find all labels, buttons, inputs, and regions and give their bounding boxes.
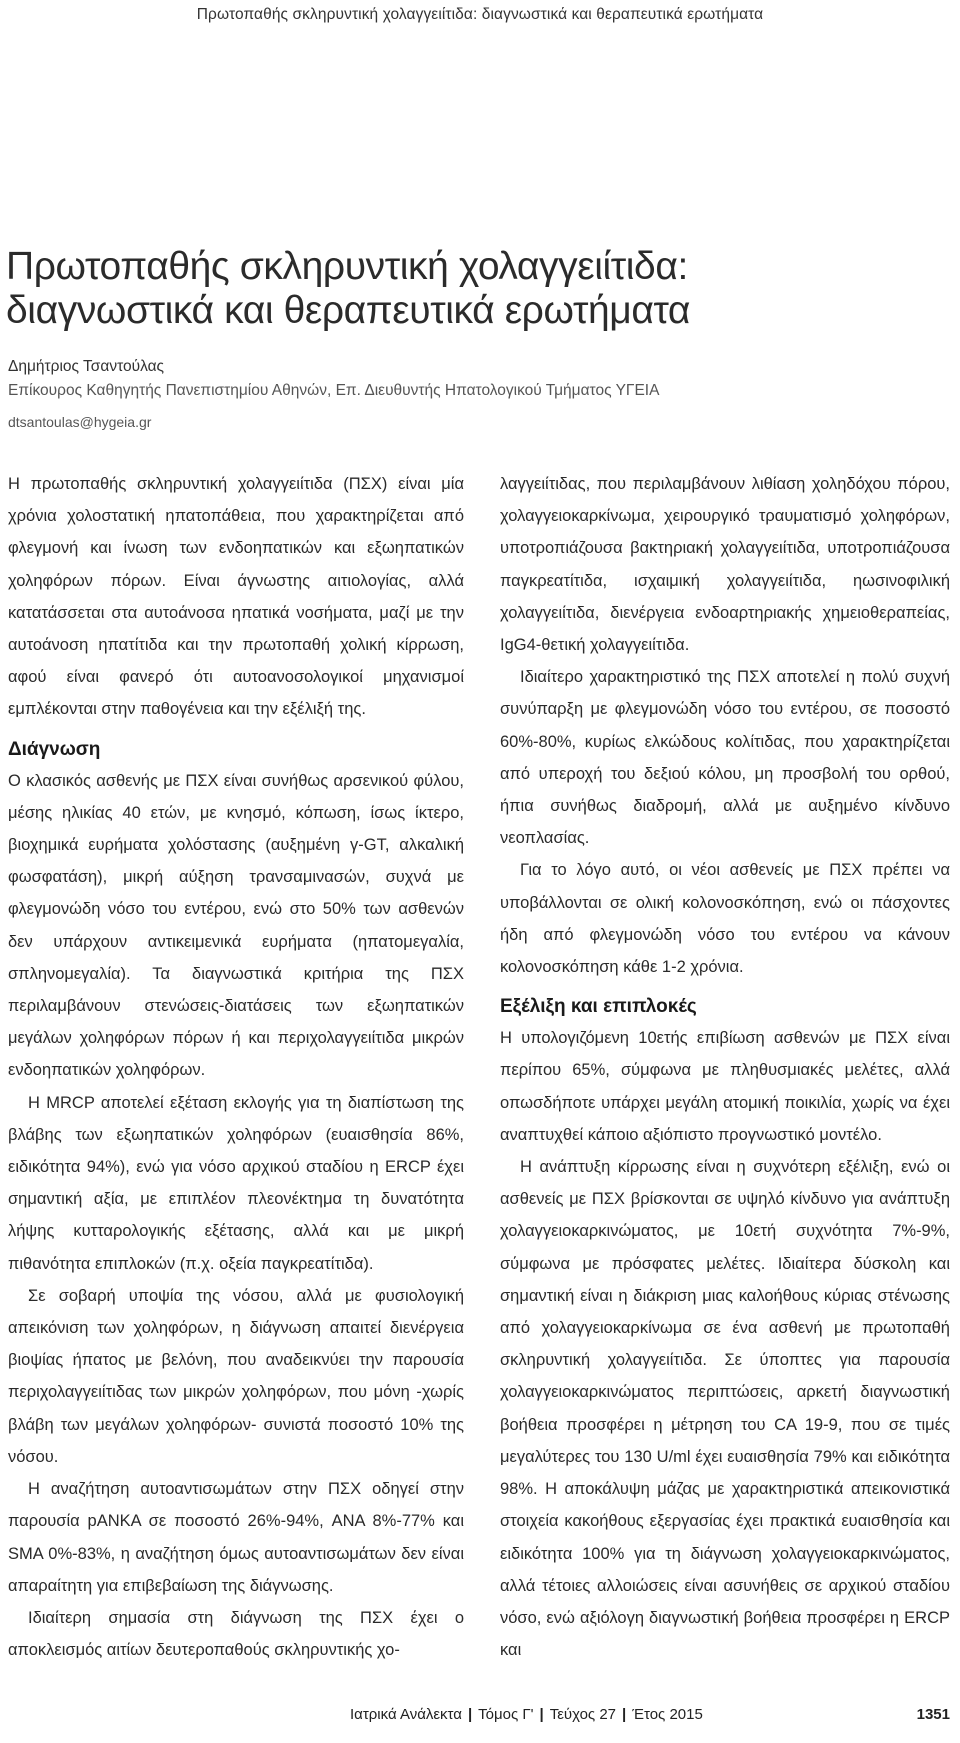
article-title [6,245,946,333]
body-paragraph: Η ανάπτυξη κίρρωσης είναι η συχνότερη εξέλιξη, ενώ οι ασθενείς με ΠΣΧ βρίσκονται σε υψηλό κίνδυνο για ανάπτυξη χολαγγειοκαρκινώματος, με 10ετή συχνότητα 7%-9%, σύμφωνα με πρόσφατες μελέτες. Ιδιαίτερα δύσκολη και σημαντική είναι η διάκριση μιας καλοήθους κύριας στένωσης από χολαγγειοκαρκίνωμα σε ένα ασθενή με πρωτοπαθή σκληρυντική χολαγγειίτιδα. Σε ύποπτες για παρουσία χολαγγειοκαρκινώματος περιπτώσεις, αρκετή διαγνωστική βοήθεια προσφέρει η μέτρηση του CA 19-9, που σε τιμές μεγαλύτερες του 130 U/ml έχει ευαισθησία 79% και ειδικότητα 98%. Η αποκάλυψη μάζας με χαρακτηριστικά απεικονιστικά στοιχεία κακοήθους εξεργασίας έχει πρακτικά ευαισθησία και ειδικότητα 100% για τη διάγνωση χολαγγειοκαρκινώματος, αλλά τέτοιες αλλοιώσεις είναι ασυνήθεις σε αρχικού σταδίου νόσο, ενώ αξιόλογη διαγνωστική βοήθεια προσφέρει η ERCP και [500,1158,950,1660]
body-paragraph: Η MRCP αποτελεί εξέταση εκλογής για τη διαπίστωση της βλάβης των εξωηπατικών χοληφόρων (ευαισθησία 86%, ειδικότητα 94%), ενώ για νόσο αρχικού σταδίου η ERCP έχει σημαντική αξία, με επιπλέον πλεονέκτημα τη δυνατότητα λήψης κυτταρολογικής εξέτασης, αλλά και με μικρή πιθανότητα επιπλοκών (π.χ. οξεία παγκρεατίτιδα). [8,1093,464,1273]
journal-volume: Τόμος Γ' [478,1706,534,1723]
body-paragraph: Σε σοβαρή υποψία της νόσου, αλλά με φυσιολογική απεικόνιση των χοληφόρων, η διάγνωση απαιτεί διενέργεια βιοψίας ήπατος με βελόνη, που αναδεικνύει την παρουσία περιχολαγγειίτιδας των μικρών χοληφόρων, που μόνη -χωρίς βλάβη των μεγάλων χοληφόρων- συνιστά ποσοστό 10% της νόσου. [8,1286,464,1466]
page-number: 1351 [916,1706,950,1723]
left-column [8,468,464,1666]
body-paragraph: Η αναζήτηση αυτοαντισωμάτων στην ΠΣΧ οδηγεί στην παρουσία pANKA σε ποσοστό 26%-94%, ANA 8%-77% και SMA 0%-83%, η αναζήτηση όμως αυτοαντισωμάτων δεν είναι απαραίτητη για επιβεβαίωση της διάγνωσης. [8,1480,464,1595]
journal-name: Ιατρικά Ανάλεκτα [350,1706,462,1723]
separator: | [467,1706,473,1723]
author-name: Δημήτριος Τσαντούλας [8,358,165,375]
author-affiliation: Επίκουρος Καθηγητής Πανεπιστημίου Αθηνών, Επ. Διευθυντής Ηπατολογικού Τμήματος ΥΓΕΙΑ [8,382,660,399]
intro-paragraph: Η πρωτοπαθής σκληρυντική χολαγγειίτιδα (ΠΣΧ) είναι μία χρόνια χολοστατική ηπατοπάθεια, που χαρακτηρίζεται από φλεγμονή και ίνωση των ενδοηπατικών και εξωηπατικών χοληφόρων πόρων. Είναι άγνωστης αιτιολογίας, αλλά κατατάσσεται στα αυτοάνοσα ηπατικά νοσήματα, μαζί με την αυτοάνοση ηπατίτιδα και την πρωτοπαθή χολική κίρρωση, αφού είναι φανερό ότι αυτοανοσολογικοί μηχανισμοί εμπλέκονται στην παθογένεια και την εξέλιξή της. [8,475,464,719]
separator: | [622,1706,627,1723]
section-heading-diagnosis: Διάγνωση [8,738,101,760]
separator: | [539,1706,544,1723]
section-heading-progress: Εξέλιξη και επιπλοκές [500,996,697,1018]
journal-info [350,1706,703,1723]
journal-year: Έτος 2015 [632,1706,703,1723]
right-column [500,468,950,1666]
running-header: Πρωτοπαθής σκληρυντική χολαγγειίτιδα: διαγνωστικά και θεραπευτικά ερωτήματα [196,6,764,23]
article-title-line-1: Πρωτοπαθής σκληρυντική χολαγγειίτιδα: [6,245,688,288]
body-paragraph: Για το λόγο αυτό, οι νέοι ασθενείς με ΠΣΧ πρέπει να υποβάλλονται σε ολική κολονοσκόπηση, ενώ οι πάσχοντες ήδη από φλεγμονώδη νόσο του εντέρου να κάνουν κολονοσκόπηση κάθε 1-2 χρόνια. [500,861,950,977]
body-paragraph: λαγγειίτιδας, που περιλαμβάνουν λιθίαση χοληδόχου πόρου, χολαγγειοκαρκίνωμα, χειρουργικό τραυματισμό χοληφόρων, υποτροπιάζουσα βακτηριακή χολαγγειίτιδα, υποτροπιάζουσα παγκρεατίτιδα, ισχαιμική χολαγγειίτιδα, ηωσινοφιλική χολαγγειίτιδα, διενέργεια ενδοαρτηριακής χημειοθεραπείας, IgG4-θετική χολαγγειίτιδα. [500,475,950,655]
journal-issue: Τεύχος 27 [549,1706,617,1723]
body-paragraph: Ιδιαίτερο χαρακτηριστικό της ΠΣΧ αποτελεί η πολύ συχνή συνύπαρξη με φλεγμονώδη νόσο του εντέρου, σε ποσοστό 60%-80%, κυρίως ελκώδους κολίτιδας, που χαρακτηρίζεται από υπεροχή του δεξιού κόλου, μη προσβολή του ορθού, ήπια συνήθως διαδρομή, αλλά με αυξημένο κίνδυνο νεοπλασίας. [500,668,950,848]
article-title-line-2: διαγνωστικά και θεραπευτικά ερωτήματα [6,289,691,332]
body-paragraph: Ιδιαίτερη σημασία στη διάγνωση της ΠΣΧ έχει ο αποκλεισμός αιτίων δευτεροπαθούς σκληρυντικής χο- [8,1608,464,1660]
body-paragraph: Ο κλασικός ασθενής με ΠΣΧ είναι συνήθως αρσενικού φύλου, μέσης ηλικίας 40 ετών, με κνησμό, κόπωση, ίσως ίκτερο, βιοχημικά ευρήματα χολόστασης (αυξημένη γ-GT, αλκαλική φωσφατάση), μικρή αύξηση τρανσαμινασών, συχνά με φλεγμονώδη νόσο του εντέρου, ενώ στο 50% των ασθενών δεν υπάρχουν αντικειμενικά ευρήματα (ηπατομεγαλία, σπληνομεγαλία). Τα διαγνωστικά κριτήρια της ΠΣΧ περιλαμβάνουν στενώσεις-διατάσεις των εξωηπατικών μεγάλων χοληφόρων πόρων ή και περιχολαγγειίτιδα μικρών ενδοηπατικών χοληφόρων. [8,771,464,1080]
author-email: dtsantoulas@hygeia.gr [8,414,152,430]
body-paragraph: Η υπολογιζόμενη 10ετής επιβίωση ασθενών με ΠΣΧ είναι περίπου 65%, σύμφωνα με πληθυσμιακές μελέτες, αλλά οπωσδήποτε υπάρχει μεγάλη ατομική ποικιλία, χωρίς να έχει αναπτυχθεί κάποιο αξιόπιστο προγνωστικό μοντέλο. [500,1029,950,1144]
